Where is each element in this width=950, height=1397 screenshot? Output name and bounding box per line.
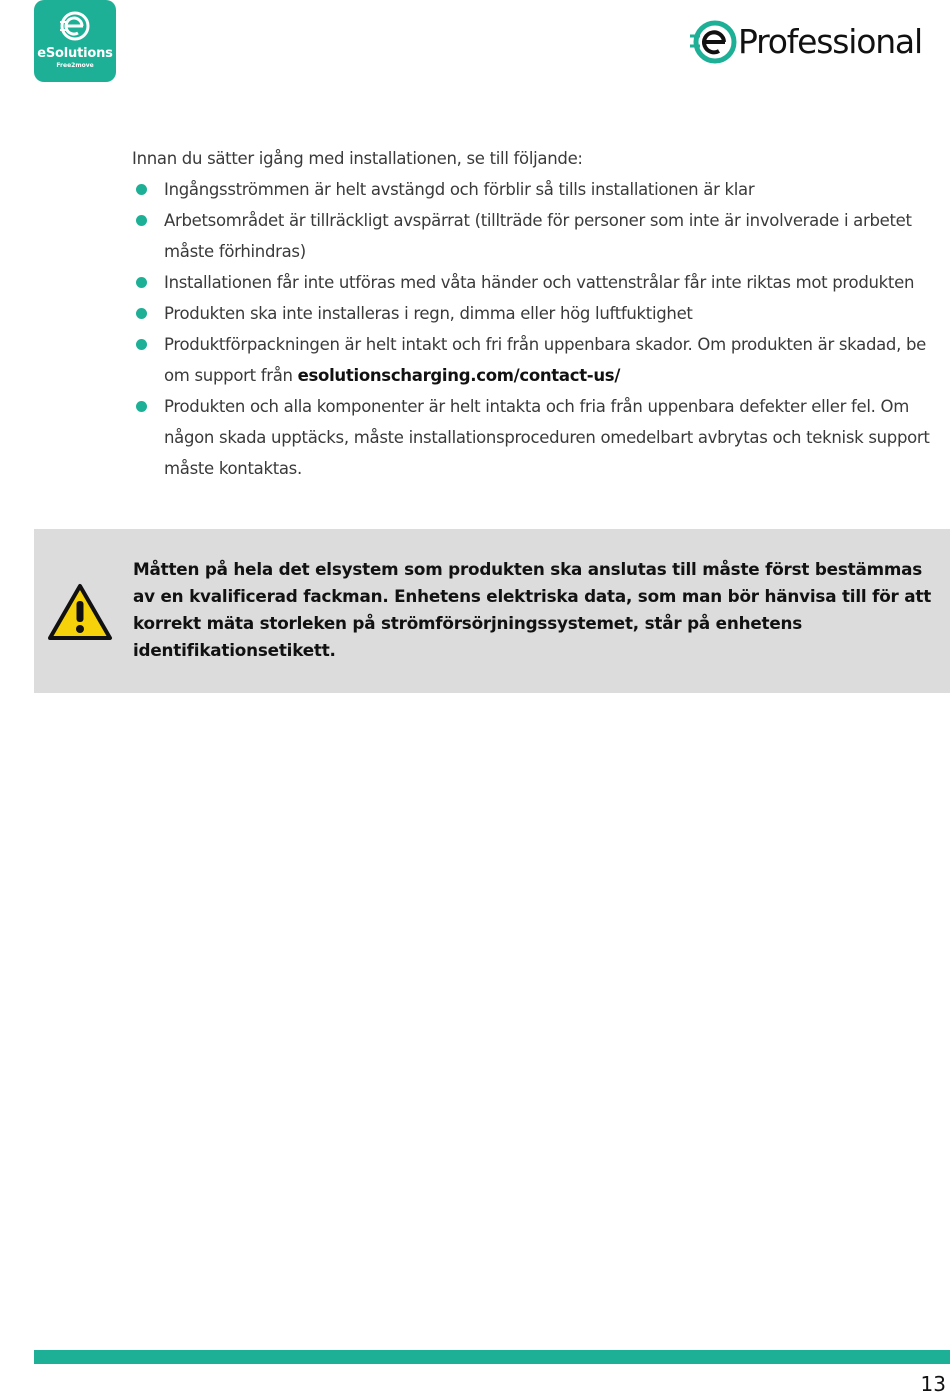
- requirements-list: [132, 174, 947, 484]
- list-item-text: Installationen får inte utföras med våta händer och vattenstrålar får inte riktas mot produkten: [164, 273, 915, 292]
- warning-box: [34, 529, 950, 693]
- bullet-dot-icon: [136, 308, 147, 319]
- list-item: [132, 298, 947, 329]
- list-item-text: Produktförpackningen är helt intakt och fri från uppenbara skador. Om produkten är skadad, be om support från: [164, 335, 927, 385]
- esolutions-logo-mark-icon: [34, 0, 116, 50]
- page-number: 13: [920, 1372, 946, 1396]
- footer-bar: [34, 1350, 950, 1364]
- warning-text: Måtten på hela det elsystem som produkten ska anslutas till måste först bestämmas av en kvalificerad fackman. Enhetens elektriska data, som man bör hänvisa till för att korrekt mäta storleken på strömförsörjningssystemet, står på enhetens identifikationsetikett.: [133, 559, 932, 660]
- intro-text: Innan du sätter igång med installationen, se till följande:: [132, 149, 583, 168]
- eprofessional-logo: [688, 16, 950, 68]
- esolutions-logo-name: eSolutions: [37, 46, 113, 61]
- list-item: [132, 267, 947, 298]
- list-item-text: Produkten och alla komponenter är helt intakta och fria från uppenbara defekter eller fel. Om någon skada upptäcks, måste installationsproceduren omedelbart avbrytas och teknisk support måste kontaktas.: [164, 397, 930, 478]
- main-content: [132, 143, 947, 484]
- esolutions-logo: [34, 0, 116, 82]
- bullet-dot-icon: [136, 215, 147, 226]
- warning-icon: [47, 583, 113, 641]
- eprofessional-logo-word: Professional: [738, 22, 922, 61]
- list-item-text: Ingångsströmmen är helt avstängd och förblir så tills installationen är klar: [164, 180, 755, 199]
- list-item-text: Arbetsområdet är tillräckligt avspärrat (tillträde för personer som inte är involverade i arbetet måste förhindras): [164, 211, 912, 261]
- bullet-dot-icon: [136, 339, 147, 350]
- bullet-dot-icon: [136, 401, 147, 412]
- esolutions-logo-subtitle: Free2move: [56, 62, 94, 69]
- list-item-text: Produkten ska inte installeras i regn, dimma eller hög luftfuktighet: [164, 304, 693, 323]
- bullet-dot-icon: [136, 277, 147, 288]
- list-item: [132, 391, 947, 484]
- list-item: [132, 205, 947, 267]
- support-link[interactable]: esolutionscharging.com/contact-us/: [297, 366, 621, 385]
- eprofessional-logo-mark-icon: [688, 16, 738, 68]
- bullet-dot-icon: [136, 184, 147, 195]
- list-item: [132, 329, 947, 391]
- list-item: [132, 174, 947, 205]
